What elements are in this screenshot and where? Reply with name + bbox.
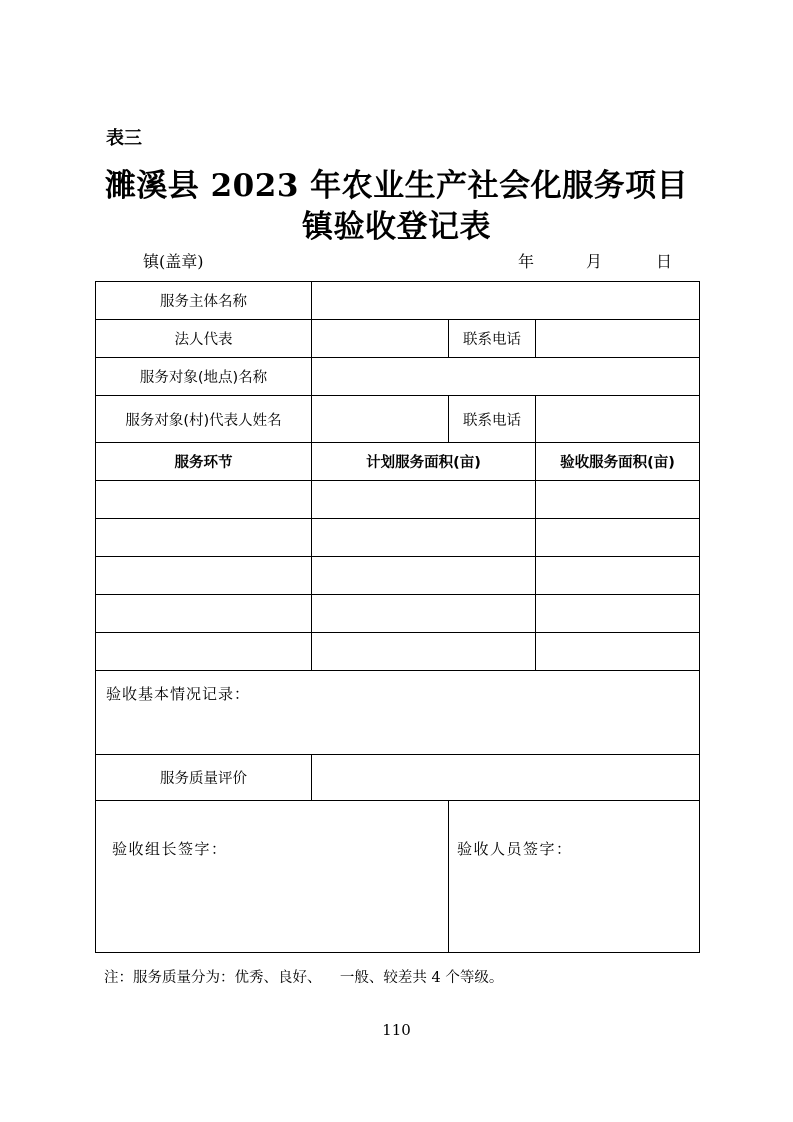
- planned-area-header: 计划服务面积(亩): [312, 443, 536, 481]
- service-target-label: 服务对象(地点)名称: [96, 358, 312, 396]
- contact-phone-label: 联系电话: [449, 320, 536, 358]
- stage-cell[interactable]: [96, 595, 312, 633]
- planned-area-cell[interactable]: [312, 633, 536, 671]
- accepted-area-header: 验收服务面积(亩): [536, 443, 700, 481]
- planned-area-cell[interactable]: [312, 519, 536, 557]
- table-row: [96, 557, 700, 595]
- page-number: 110: [382, 1021, 411, 1039]
- service-entity-label: 服务主体名称: [96, 282, 312, 320]
- legal-rep-field[interactable]: [312, 320, 449, 358]
- footnote: 注：服务质量分为：优秀、良好、 一般、较差共 4 个等级。: [104, 970, 504, 986]
- contact-phone-label-2: 联系电话: [449, 396, 536, 443]
- contact-phone-field[interactable]: [536, 320, 700, 358]
- table-row: [96, 396, 700, 443]
- planned-area-cell[interactable]: [312, 557, 536, 595]
- accepted-area-cell[interactable]: [536, 595, 700, 633]
- legal-rep-label: 法人代表: [96, 320, 312, 358]
- table-row: [96, 358, 700, 396]
- leader-signature-label: 验收组长签字：: [112, 840, 228, 858]
- table-number-label: 表三: [106, 128, 142, 149]
- day-label: 日: [656, 252, 673, 271]
- accepted-area-cell[interactable]: [536, 481, 700, 519]
- staff-signature-label: 验收人员签字：: [457, 840, 573, 858]
- table-row: [96, 282, 700, 320]
- accepted-area-cell[interactable]: [536, 557, 700, 595]
- table-row: [96, 671, 700, 755]
- table-row: [96, 595, 700, 633]
- stage-cell[interactable]: [96, 519, 312, 557]
- planned-area-cell[interactable]: [312, 595, 536, 633]
- month-label: 月: [586, 252, 603, 271]
- staff-signature-cell[interactable]: [449, 801, 700, 953]
- table-row: [96, 755, 700, 801]
- village-rep-field[interactable]: [312, 396, 449, 443]
- leader-signature-cell[interactable]: [96, 801, 449, 953]
- service-target-field[interactable]: [312, 358, 700, 396]
- table-row: [96, 519, 700, 557]
- accepted-area-cell[interactable]: [536, 519, 700, 557]
- planned-area-cell[interactable]: [312, 481, 536, 519]
- document-title-line1: 濉溪县 2023 年农业生产社会化服务项目: [104, 168, 689, 204]
- accepted-area-cell[interactable]: [536, 633, 700, 671]
- quality-eval-label: 服务质量评价: [96, 755, 312, 801]
- quality-eval-field[interactable]: [312, 755, 700, 801]
- table-row: [96, 320, 700, 358]
- year-label: 年: [518, 252, 535, 271]
- document-title-line2: 镇验收登记表: [302, 209, 491, 245]
- table-row: [96, 633, 700, 671]
- table-row: [96, 481, 700, 519]
- stage-cell[interactable]: [96, 633, 312, 671]
- basic-record-cell[interactable]: 验收基本情况记录：: [96, 671, 700, 755]
- stage-cell[interactable]: [96, 481, 312, 519]
- table-header-row: [96, 443, 700, 481]
- contact-phone-field-2[interactable]: [536, 396, 700, 443]
- village-rep-label: 服务对象(村)代表人姓名: [96, 396, 312, 443]
- signature-row: [96, 801, 700, 953]
- town-seal-label: 镇(盖章): [143, 252, 204, 271]
- stage-header: 服务环节: [96, 443, 312, 481]
- acceptance-form-table: [95, 281, 700, 953]
- stage-cell[interactable]: [96, 557, 312, 595]
- service-entity-field[interactable]: [312, 282, 700, 320]
